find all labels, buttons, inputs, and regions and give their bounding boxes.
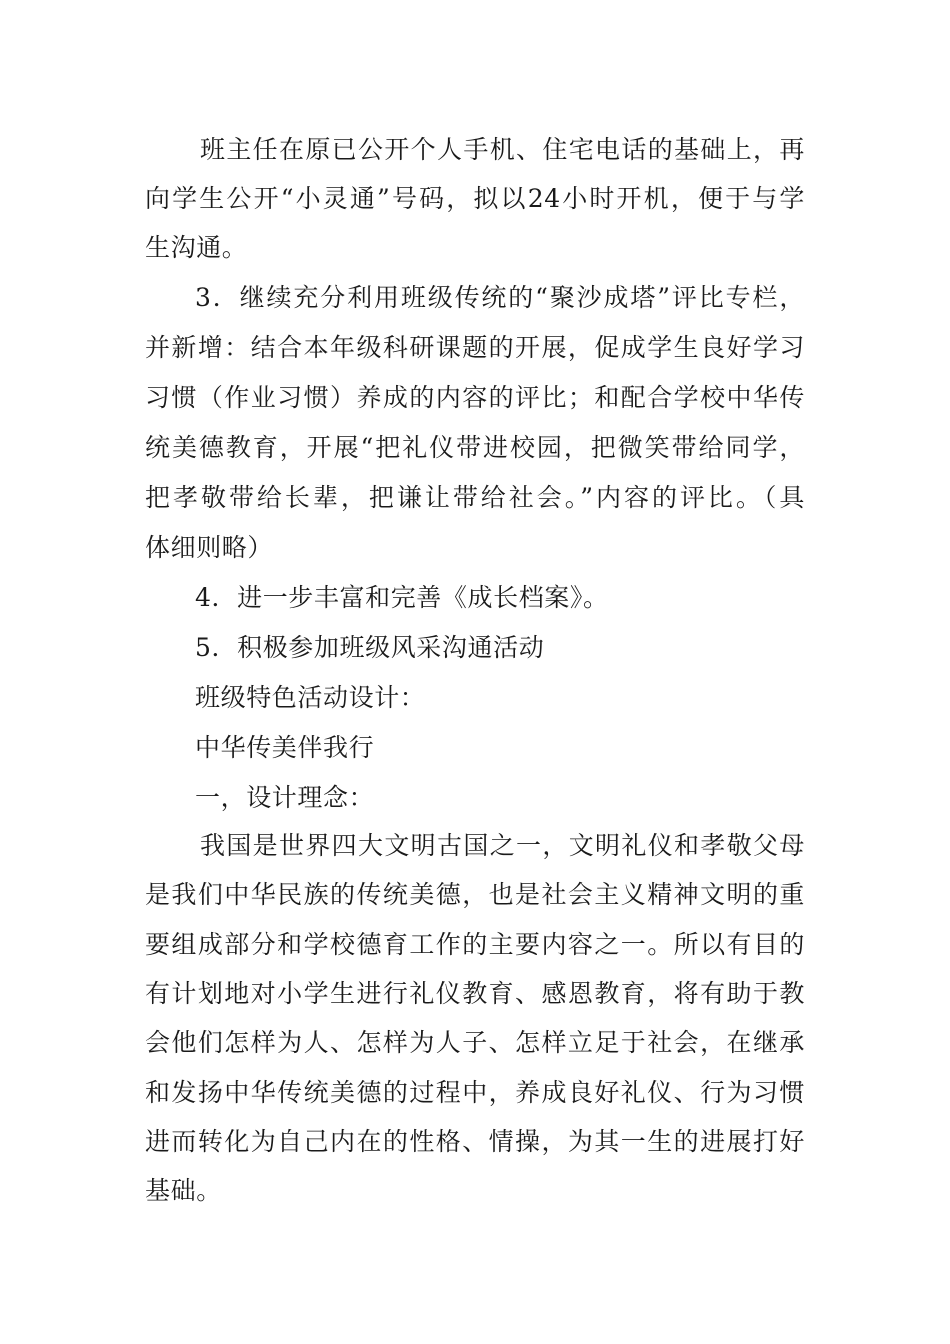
text-line: 体细则略） xyxy=(145,533,274,562)
text-line: 班主任在原已公开个人手机、住宅电话的基础上，再 xyxy=(200,135,805,164)
text-line: 我国是世界四大文明古国之一，文明礼仪和孝敬父母 xyxy=(200,831,805,860)
text-line: 要组成部分和学校德育工作的主要内容之一。所以有目的 xyxy=(145,930,805,959)
text-line: 进而转化为自己内在的性格、情操，为其一生的进展打好 xyxy=(145,1127,805,1156)
text-line: 把孝敬带给长辈，把谦让带给社会。”内容的评比。（具 xyxy=(145,483,805,512)
text-line: 5．积极参加班级风采沟通活动 xyxy=(195,633,545,662)
text-line: 向学生公开“小灵通”号码，拟以24小时开机，便于与学 xyxy=(145,184,805,213)
text-line: 3．继续充分利用班级传统的“聚沙成塔”评比专栏， xyxy=(195,283,805,312)
text-line: 习惯（作业习惯）养成的内容的评比；和配合学校中华传 xyxy=(145,383,805,412)
text-line: 一，设计理念： xyxy=(195,783,375,812)
text-line: 生沟通。 xyxy=(145,233,248,262)
text-line: 有计划地对小学生进行礼仪教育、感恩教育，将有助于教 xyxy=(145,979,805,1008)
text-line: 会他们怎样为人、怎样为人子、怎样立足于社会，在继承 xyxy=(145,1028,805,1057)
text-line: 班级特色活动设计： xyxy=(195,683,426,712)
text-line: 和发扬中华传统美德的过程中，养成良好礼仪、行为习惯 xyxy=(145,1078,805,1107)
text-line: 统美德教育，开展“把礼仪带进校园，把微笑带给同学， xyxy=(145,433,805,462)
text-line: 并新增：结合本年级科研课题的开展，促成学生良好学习 xyxy=(145,333,805,362)
text-line: 中华传美伴我行 xyxy=(195,733,375,762)
text-line: 基础。 xyxy=(145,1176,222,1205)
text-line: 是我们中华民族的传统美德，也是社会主义精神文明的重 xyxy=(145,880,805,909)
text-line: 4．进一步丰富和完善《成长档案》。 xyxy=(195,583,609,612)
